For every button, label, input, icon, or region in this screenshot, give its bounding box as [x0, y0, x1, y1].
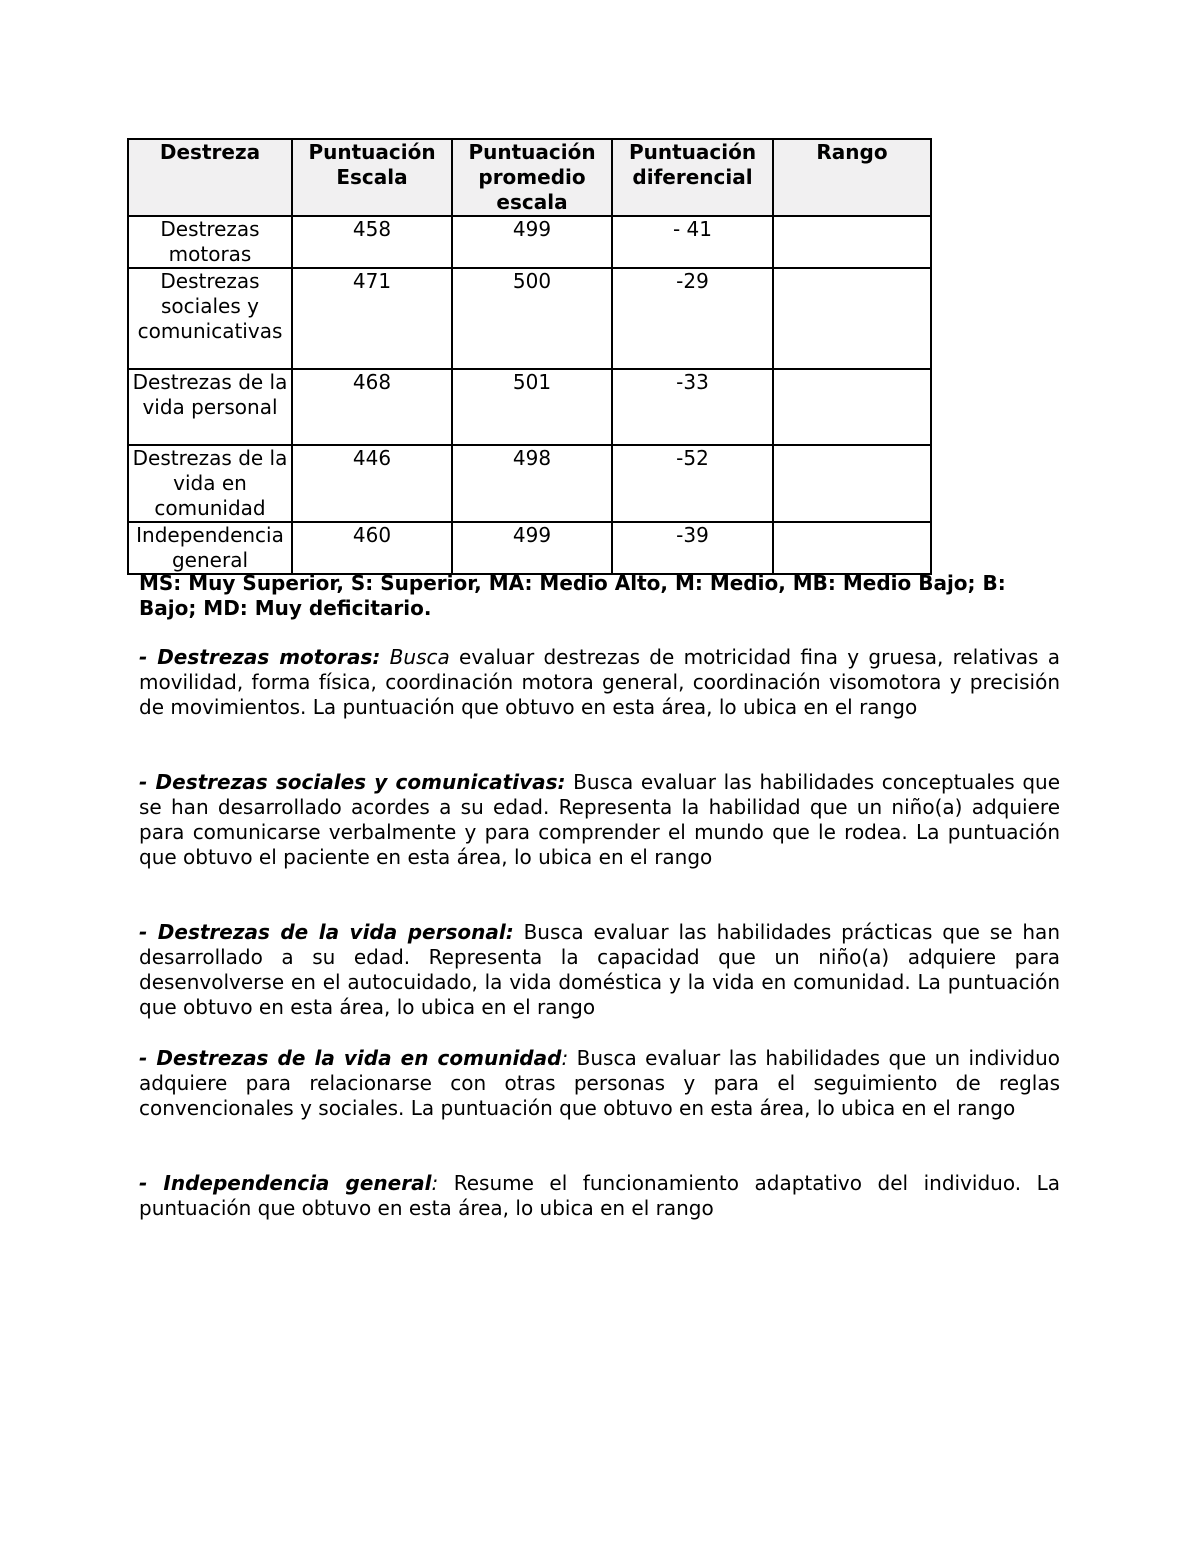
cell-destreza: Destrezas sociales y comunicativas — [128, 268, 292, 369]
cell-diferencial: -33 — [612, 369, 773, 445]
cell-diferencial: -39 — [612, 522, 773, 574]
header-puntuacion-diferencial: Puntuación diferencial — [612, 139, 773, 216]
cell-escala: 460 — [292, 522, 452, 574]
cell-promedio: 501 — [452, 369, 612, 445]
table-row — [128, 268, 931, 369]
cell-destreza: Destrezas motoras — [128, 216, 292, 268]
cell-rango — [773, 369, 931, 445]
cell-diferencial: -29 — [612, 268, 773, 369]
cell-escala: 458 — [292, 216, 452, 268]
cell-rango — [773, 216, 931, 268]
scores-table — [127, 138, 932, 575]
cell-promedio: 499 — [452, 522, 612, 574]
term-label: - Independencia general — [139, 1171, 432, 1195]
term-label: - Destrezas motoras: — [139, 645, 381, 669]
header-rango: Rango — [773, 139, 931, 216]
header-puntuacion-promedio: Puntuación promedio escala — [452, 139, 612, 216]
cell-rango — [773, 268, 931, 369]
description-independencia — [139, 1171, 1060, 1221]
cell-promedio: 498 — [452, 445, 612, 522]
cell-escala: 446 — [292, 445, 452, 522]
term-colon: : — [561, 1046, 569, 1070]
cell-destreza: Destrezas de la vida en comunidad — [128, 445, 292, 522]
table-row — [128, 216, 931, 268]
range-legend: MS: Muy Superior, S: Superior, MA: Medio Alto, M: Medio, MB: Medio Bajo; B: Bajo; MD: Muy deficitario. — [139, 571, 1006, 620]
description-text: evaluar destrezas de motricidad fina y gruesa, relativas a movilidad, forma física, coordinación motora general, coordinación visomotora y precisión de movimientos. La puntuación que obtuvo en esta área, lo ubica en el rango — [139, 645, 1061, 719]
description-vida-personal — [139, 920, 1060, 1020]
description-vida-comunidad — [139, 1046, 1060, 1121]
cell-destreza: Destrezas de la vida personal — [128, 369, 292, 445]
cell-destreza: Independencia general — [128, 522, 292, 574]
lead-word: Busca — [389, 645, 450, 669]
description-text: Busca evaluar las habilidades prácticas que se han desarrollado a su edad. Representa la capacidad que un niño(a) adquiere para desenvolverse en el autocuidado, la vida doméstica y la vida en comunidad. La puntuación que obtuvo en esta área, lo ubica en el rango — [139, 920, 1060, 1019]
description-text: Resume el funcionamiento adaptativo del individuo. La puntuación que obtuvo en esta área, lo ubica en el rango — [139, 1171, 1060, 1220]
cell-promedio: 499 — [452, 216, 612, 268]
table-row — [128, 369, 931, 445]
description-sociales — [139, 770, 1060, 870]
term-label: - Destrezas de la vida en comunidad — [139, 1046, 562, 1070]
term-colon: : — [431, 1171, 439, 1195]
cell-escala: 471 — [292, 268, 452, 369]
cell-diferencial: - 41 — [612, 216, 773, 268]
table-row — [128, 445, 931, 522]
description-motoras — [139, 645, 1060, 720]
description-text: Busca evaluar las habilidades que un individuo adquiere para relacionarse con otras personas y para el seguimiento de reglas convencionales y sociales. La puntuación que obtuvo en esta área, lo ubica en el rango — [139, 1046, 1060, 1120]
cell-escala: 468 — [292, 369, 452, 445]
description-text: Busca evaluar las habilidades conceptuales que se han desarrollado acordes a su edad. Representa la habilidad que un niño(a) adquiere para comunicarse verbalmente y para comprender el mundo que le rodea. La puntuación que obtuvo el paciente en esta área, lo ubica en el rango — [139, 770, 1061, 869]
cell-promedio: 500 — [452, 268, 612, 369]
cell-diferencial: -52 — [612, 445, 773, 522]
term-label: - Destrezas sociales y comunicativas: — [139, 770, 566, 794]
term-label: - Destrezas de la vida personal: — [139, 920, 514, 944]
table-row — [128, 522, 931, 574]
header-puntuacion-escala: Puntuación Escala — [292, 139, 452, 216]
header-destreza: Destreza — [128, 139, 292, 216]
table-header-row — [128, 139, 931, 216]
cell-rango — [773, 445, 931, 522]
cell-rango — [773, 522, 931, 574]
